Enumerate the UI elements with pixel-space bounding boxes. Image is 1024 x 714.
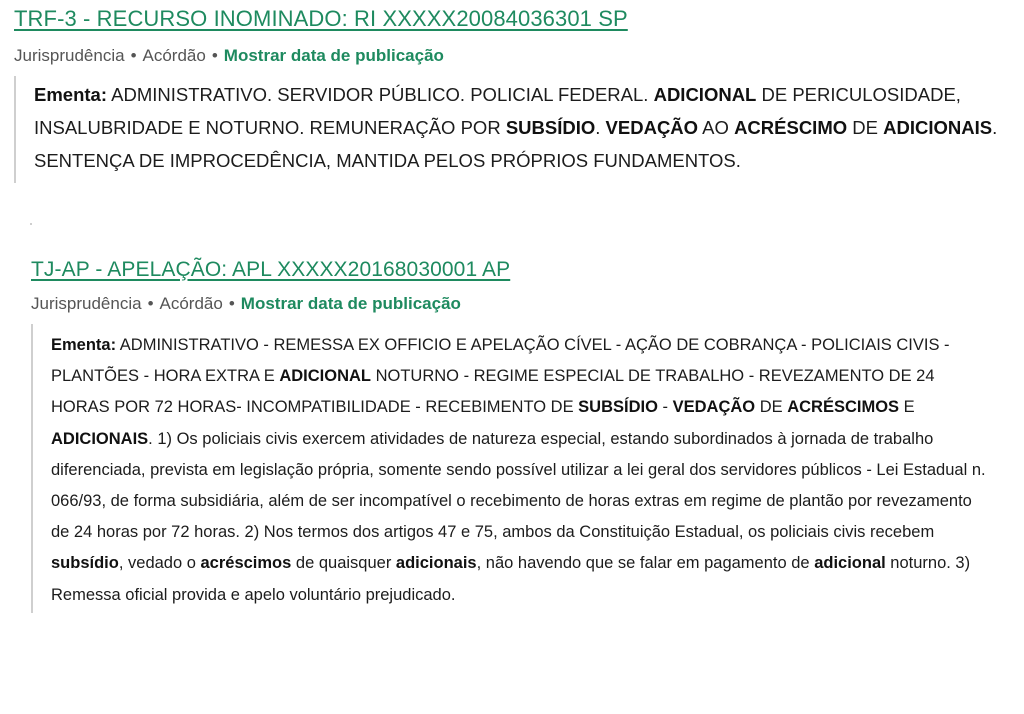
ementa-segment: . SENTENÇA DE IMPROCEDÊNCIA, MANTIDA PELOS PRÓPRIOS FUNDAMENTOS. (34, 117, 998, 171)
separator-dot: • (228, 294, 235, 313)
result-doc-kind-label: Acórdão (159, 294, 223, 313)
divider-mark (30, 223, 32, 225)
highlighted-term: Ementa: (34, 84, 107, 105)
ementa-segment: NOTURNO - REGIME ESPECIAL DE TRABALHO - REVEZAMENTO DE 24 HORAS POR 72 HORAS- INCOMPATIBILIDADE - RECEBIMENTO DE (51, 367, 935, 417)
highlighted-term: ACRÉSCIMOS (787, 398, 900, 417)
highlighted-term: subsídio (51, 554, 119, 573)
search-result-1 (14, 6, 1014, 183)
result-title-link[interactable]: TJ-AP - APELAÇÃO: APL XXXXX20168030001 AP (31, 258, 511, 281)
ementa-segment: . 1) Os policiais civis exercem atividades de natureza especial, estando subordinados à jornada de trabalho diferenciada, prevista em legislação própria, somente sendo possível utilizar a lei geral dos servidores públicos - Lei Estadual n. 066/93, de forma subsidiária, além de ser incompatível o recebimento de horas extras em regime de plantão por revezamento de 24 horas por 72 horas. 2) Nos termos dos artigos 47 e 75, ambos da Constituição Estadual, os policiais civis recebem (51, 429, 986, 542)
result-meta (31, 294, 991, 314)
ementa-segment: noturno. 3) Remessa oficial provida e apelo voluntário prejudicado. (51, 554, 971, 604)
show-publication-date-link[interactable]: Mostrar data de publicação (240, 294, 461, 313)
ementa-segment: . (595, 117, 606, 138)
result-doc-kind-label: Acórdão (142, 46, 206, 65)
ementa-text (31, 324, 991, 613)
ementa-segment: E (899, 398, 915, 417)
result-type-label: Jurisprudência (14, 46, 125, 65)
separator-dot: • (147, 294, 154, 313)
highlighted-term: VEDAÇÃO (605, 117, 699, 138)
highlighted-term: ADICIONAIS (883, 117, 993, 138)
highlighted-term: adicional (814, 554, 886, 573)
highlighted-term: ADICIONAL (279, 367, 371, 386)
highlighted-term: adicionais (395, 554, 477, 573)
ementa-segment: DE (847, 117, 884, 138)
ementa-segment: ADMINISTRATIVO. SERVIDOR PÚBLICO. POLICIAL FEDERAL. (107, 84, 654, 105)
highlighted-term: ADICIONAL (653, 84, 757, 105)
result-meta (14, 46, 1014, 66)
separator-dot: • (130, 46, 137, 65)
ementa-segment: DE (755, 398, 788, 417)
highlighted-term: ACRÉSCIMO (734, 117, 848, 138)
highlighted-term: VEDAÇÃO (672, 398, 756, 417)
highlighted-term: SUBSÍDIO (578, 398, 658, 417)
ementa-segment: DE PERICULOSIDADE, INSALUBRIDADE E NOTURNO. REMUNERAÇÃO POR (34, 84, 961, 138)
result-type-label: Jurisprudência (31, 294, 142, 313)
ementa-segment: AO (698, 117, 735, 138)
ementa-segment: , vedado o (118, 554, 201, 573)
ementa-segment: ADMINISTRATIVO - REMESSA EX OFFICIO E APELAÇÃO CÍVEL - AÇÃO DE COBRANÇA - POLICIAIS CIVIS - PLANTÕES - HORA EXTRA E (51, 336, 950, 386)
highlighted-term: Ementa: (51, 336, 117, 354)
separator-dot: • (211, 46, 218, 65)
highlighted-term: SUBSÍDIO (505, 117, 596, 138)
highlighted-term: ADICIONAIS (51, 429, 149, 448)
ementa-segment: de quaisquer (291, 554, 396, 573)
ementa-text (14, 76, 1014, 183)
ementa-segment: - (657, 398, 673, 417)
highlighted-term: acréscimos (200, 554, 292, 573)
ementa-segment: , não havendo que se falar em pagamento de (476, 554, 815, 573)
result-title-link[interactable]: TRF-3 - RECURSO INOMINADO: RI XXXXX20084036301 SP (14, 6, 628, 31)
search-result-2 (31, 258, 991, 613)
show-publication-date-link[interactable]: Mostrar data de publicação (223, 46, 444, 65)
